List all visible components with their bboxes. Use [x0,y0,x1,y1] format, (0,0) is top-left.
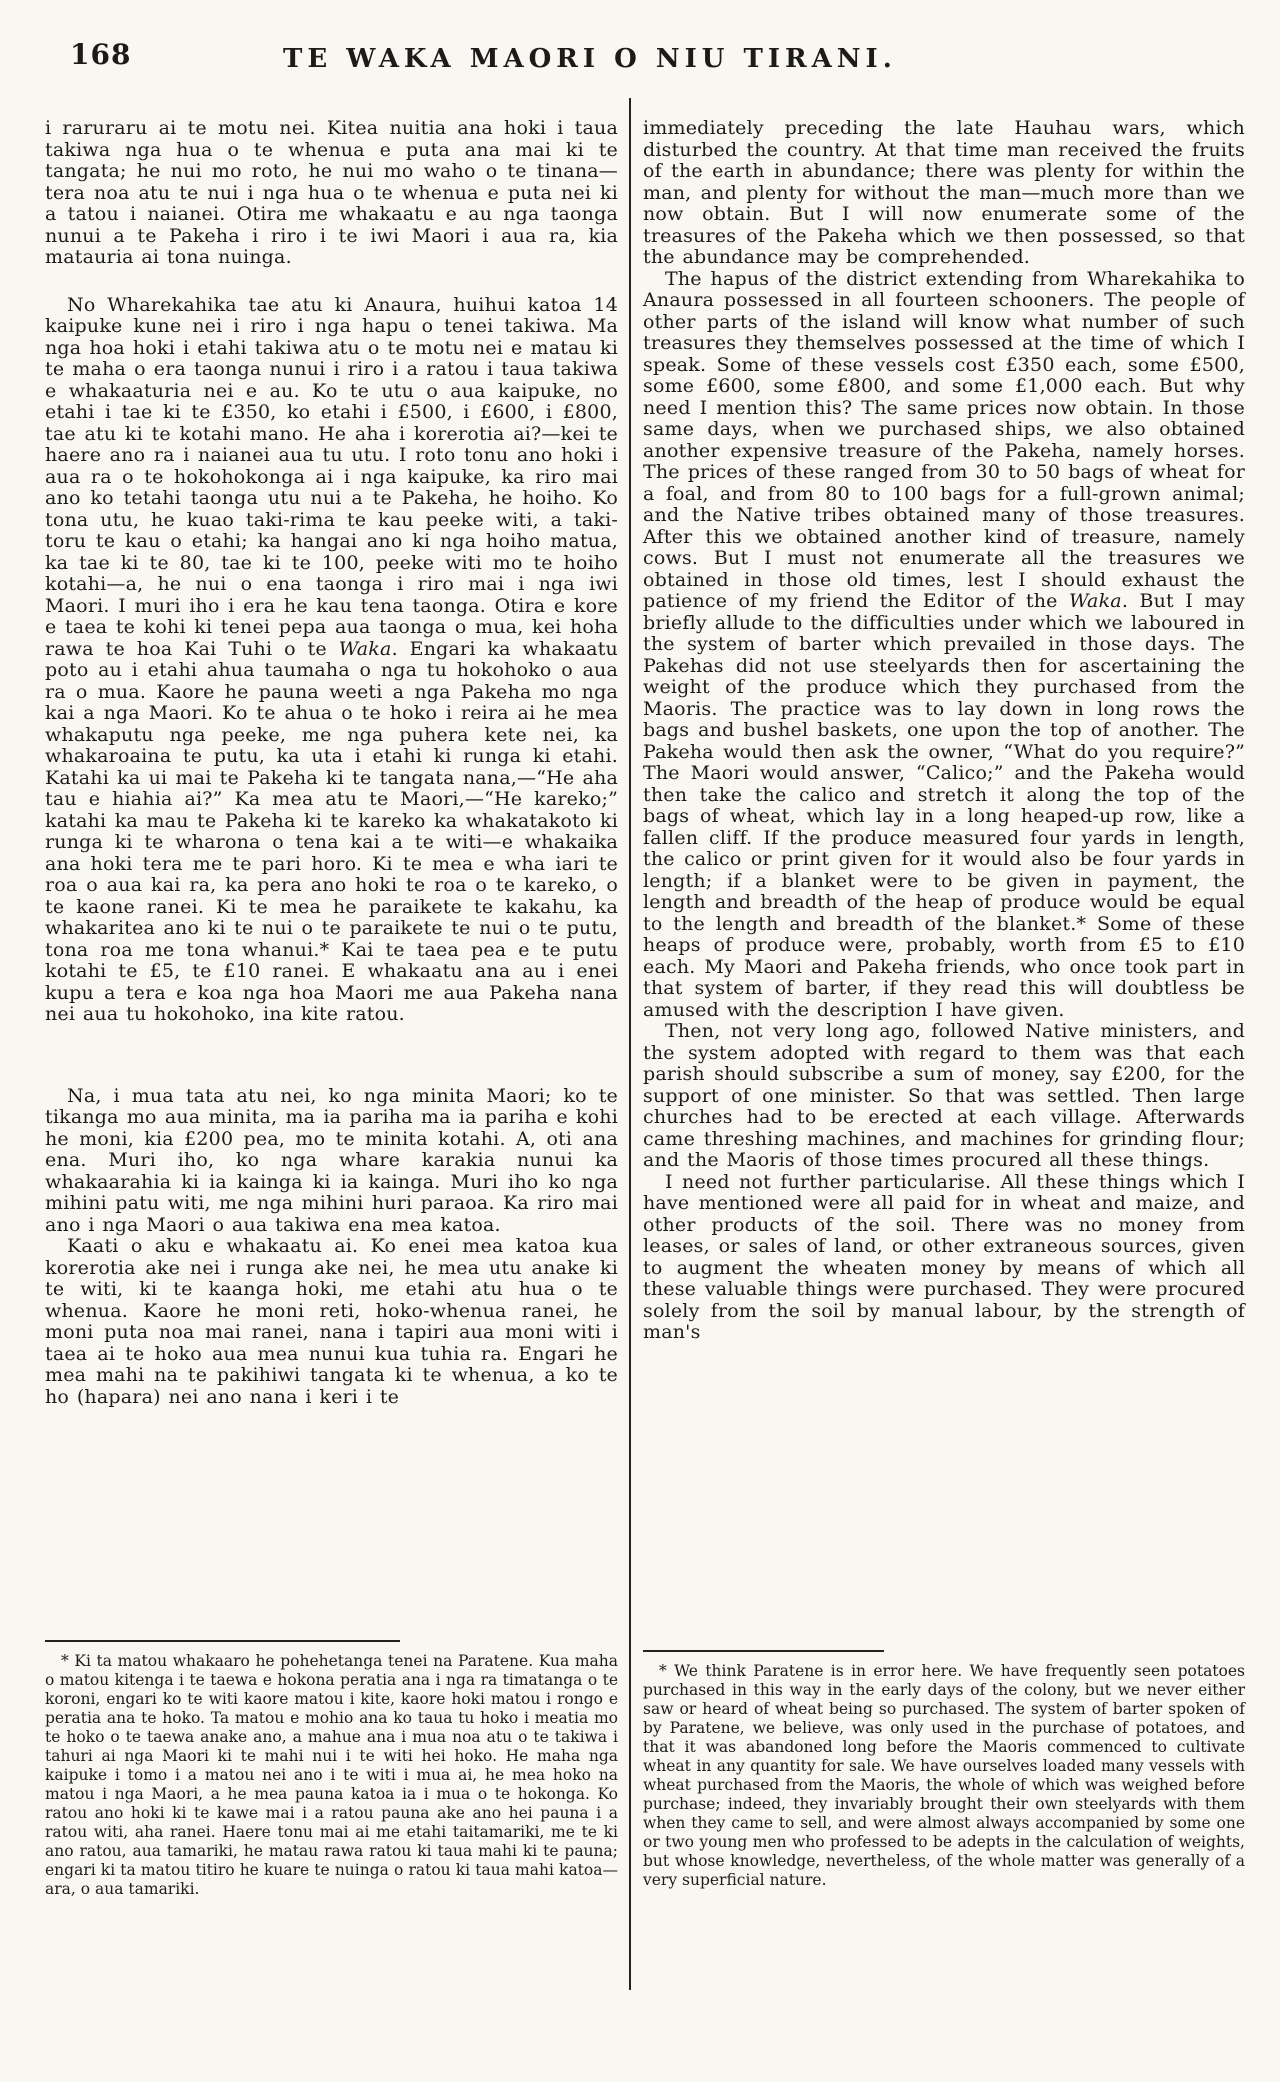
right-footnote-text: * We think Paratene is in error here. We have frequently seen potatoes purchased in this way in the early days of the colony, but we never either saw or heard of wheat being so purchased. The system of barter spoken of by Paratene, we believe, was only used in the purchase of potatoes, and that it was abandoned long before the Maoris commenced to cultivate wheat in any quantity for sale. We have ourselves loaded many vessels with wheat purchased from the Maoris, the whole of which was weighed before purchase; indeed, they invariably brought their own steelyards with them when they came to sell, and were almost always accompanied by some one or two young men who professed to be adepts in the calculation of weights, but whose knowledge, nevertheless, of the whole matter was generally of a very superficial nature. [643,1662,1245,1889]
left-footnote-block [45,1640,618,1899]
page-number: 168 [70,38,132,71]
paragraph: Na, i mua tata atu nei, ko nga minita Maori; ko te tikanga mo aua minita, ma ia pariha ma ia pariha e kohi he moni, kia £200 pea, mo te minita kotahi. A, oti ana ena. Muri iho, ko nga whare karakia nunui ka whakaarahia ki ia kainga ki ia kainga. Muri iho ko nga mihini patu witi, me nga mihini huri paraoa. Ka riro mai ano i nga Maori o aua takiwa ena mea katoa. [45,1084,618,1236]
paragraph: I need not further particularise. All these things which I have mentioned were all paid for in wheat and maize, and other products of the soil. There was no money from leases, or sales of land, or other extraneous sources, given to augment the wheaten money by means of which all these valuable things were purchased. They were procured solely from the soil by manual labour, by the strength of man's [643,1170,1245,1343]
italic-journal-name: Waka [338,637,392,660]
right-footnote-block [643,1650,1245,1890]
column-divider-rule [629,98,631,1990]
italic-journal-name: Waka [1068,590,1122,612]
left-column-maori-text [45,118,618,1408]
page-title: TE WAKA MAORI O NIU TIRANI. [283,44,897,74]
paragraph: immediately preceding the late Hauhau wars, which disturbed the country. At that time man received the fruits of the earth in abundance; there was plenty for within the man, and plenty for without the man—much more than we now obtain. But I will now enumerate some of the treasures of the Pakeha which we then possessed, so that the abundance may be comprehended. [643,117,1245,268]
paragraph: No Wharekahika tae atu ki Anaura, huihui katoa 14 kaipuke kune nei i riro i nga hapu o tenei takiwa. Ma nga hoa hoki i etahi takiwa atu o te motu nei e matau ki te maha o era taonga nunui i riro i a ratou i taua takiwa e whakaaturia nei e au. Ko te utu o aua kaipuke, no etahi i tae ki te £350, ko etahi i £500, i £600, i £800, tae atu ki te kotahi mano. He aha i korerotia ai?—kei te haere ano ra i naianei aua tu utu. I roto tonu ano hoki i aua ra o te hokohokonga ai i nga kaipuke, ka riro mai ano ko tetahi taonga utu nui a te Pakeha, he hoiho. Ko tona utu, he kuao taki-rima te kau peeke witi, a taki-toru te kau o etahi; ka hangai ano ki nga hoiho matua, ka tae ki te 80, tae ki te 100, peeke witi mo te hoiho kotahi—a, he nui o ena taonga i riro mai i nga iwi Maori. I muri iho i era he kau tena taonga. Otira e kore e taea te kohi ki tenei pepa aua taonga o mua, kei hoha rawa te hoa Kai Tuhi o te Waka. Engari ka whakaatu poto au i etahi ahua taumaha o nga tu hokohoko o aua ra o mua. Kaore he pauna weeti a nga Pakeha mo nga kai a nga Maori. Ko te ahua o te hoko i reira ai he mea whakaputu nga peeke, me nga puhera kete nei, ka whakaroaina te putu, ka uta i etahi ki runga ki etahi. Katahi ka ui mai te Pakeha ki te tangata nana,—“He aha tau e hiahia ai?” Ka mea atu te Maori,—“He kareko;” katahi ka mau te Pakeha ki te kareko ka whakatakoto ki runga ki te wharona o tena kai a te witi—e whakaika ana hoki tera me te pari horo. Ki te mea e wha iari te roa o aua kai ra, ka pera ano hoki te roa o te kareko, o te kaone ranei. Ki te mea he paraikete te kakahu, ka whakaritea ano ki te nui o te paraikete te nui o te putu, tona roa me tona whanui.* Kai te taea pea e te putu kotahi te £5, te £10 ranei. E whakaatu ana au i enei kupu a tera e koa nga hoa Maori me aua Pakeha nana nei aua tu hokohoko, ina kite ratou. [45,293,618,1025]
paragraph: i raruraru ai te motu nei. Kitea nuitia ana hoki i taua takiwa nga hua o te whenua e puta ana mai ki te tangata; he nui mo roto, he nui mo waho o te tinana—tera noa atu te nui i nga hua o te whenua e puta nei ki a tatou i naianei. Otira me whakaatu e au nga taonga nunui a te Pakeha i riro i te iwi Maori i aua ra, kia matauria ai tona nuinga. [45,117,618,268]
right-column-english-text [643,118,1245,1344]
footnote-separator-rule [643,1650,884,1652]
paragraph: Then, not very long ago, followed Native ministers, and the system adopted with regard to them was that each parish should subscribe a sum of money, say £200, for the support of one minister. So that was settled. Then large churches had to be erected at each village. Afterwards came threshing machines, and machines for grinding flour; and the Maoris of those times procured all these things. [643,1020,1245,1171]
footnote-separator-rule [45,1640,400,1642]
paragraph: The hapus of the district extending from Wharekahika to Anaura possessed in all fourteen schooners. The people of other parts of the island will know what number of such treasures they themselves possessed at the time of which I speak. Some of these vessels cost £350 each, some £500, some £600, some £800, and some £1,000 each. But why need I mention this? The same prices now obtain. In those same days, when we purchased ships, we also obtained another expensive treasure of the Pakeha, namely horses. The prices of these ranged from 30 to 50 bags of wheat for a foal, and from 80 to 100 bags for a full-grown animal; and the Native tribes obtained many of those treasures. After this we obtained another kind of treasure, namely cows. But I must not enumerate all the treasures we obtained in those old times, lest I should exhaust the patience of my friend the Editor of the Waka. But I may briefly allude to the difficulties under which we laboured in the system of barter which prevailed in those days. The Pakehas did not use steelyards then for ascertaining the weight of the produce which they purchased from the Maoris. The practice was to lay down in long rows the bags and bushel baskets, one upon the top of another. The Pakeha would then ask the owner, “What do you require?” The Maori would answer, “Calico;” and the Pakeha would then take the calico and stretch it along the top of the bags of wheat, which lay in a long heaped-up row, like a fallen cliff. If the produce measured four yards in length, the calico or print given for it would also be four yards in length; if a blanket were to be given in payment, the length and breadth of the heap of produce would be equal to the length and breadth of the blanket.* Some of these heaps of produce were, probably, worth from £5 to £10 each. My Maori and Pakeha friends, who once took part in that system of barter, if they read this will doubtless be amused with the description I have given. [643,267,1245,1021]
left-footnote-text: * Ki ta matou whakaaro he pohehetanga tenei na Paratene. Kua maha o matou kitenga i te taewa e hokona peratia ana i nga ra timatanga o te koroni, engari ko te witi kaore matou i kite, kaore hoki matou i rongo e peratia ana te hoko. Ta matou e mohio ana ko taua tu hoko i meatia mo te hoko o te taewa anake ano, a mahue ana i mua noa atu o te takiwa i tahuri ai nga Maori ki te mahi nui i te witi hei hoko. He maha nga kaipuke i tomo i a matou nei ano i te witi i mua ai, he mea hoko na matou i nga Maori, a he mea pauna katoa ia i mua o te hokonga. Ko ratou ano hoki ki te kawe mai i a ratou pauna ake ano hei pauna i a ratou witi, aha ranei. Haere tonu mai ai me etahi taitamariki, me te ki ano ratou, aua tamariki, he matau rawa ratou ki taua mahi ki te pauna; engari ki ta matou titiro he kuare te nuinga o ratou ki taua mahi katoa—ara, o aua tamariki. [45,1652,618,1898]
paragraph: Kaati o aku e whakaatu ai. Ko enei mea katoa kua korerotia ake nei i runga ake nei, he mea utu anake ki te witi, ki te kaanga hoki, me etahi atu hua o te whenua. Kaore he moni reti, hoko-whenua ranei, he moni puta noa mai ranei, nana i tapiri aua moni witi i taea ai te hoko aua mea nunui kua tuhia ra. Engari he mea mahi na te pakihiwi tangata ki te whenua, a ko te ho (hapara) nei ano nana i keri i te [45,1235,618,1408]
